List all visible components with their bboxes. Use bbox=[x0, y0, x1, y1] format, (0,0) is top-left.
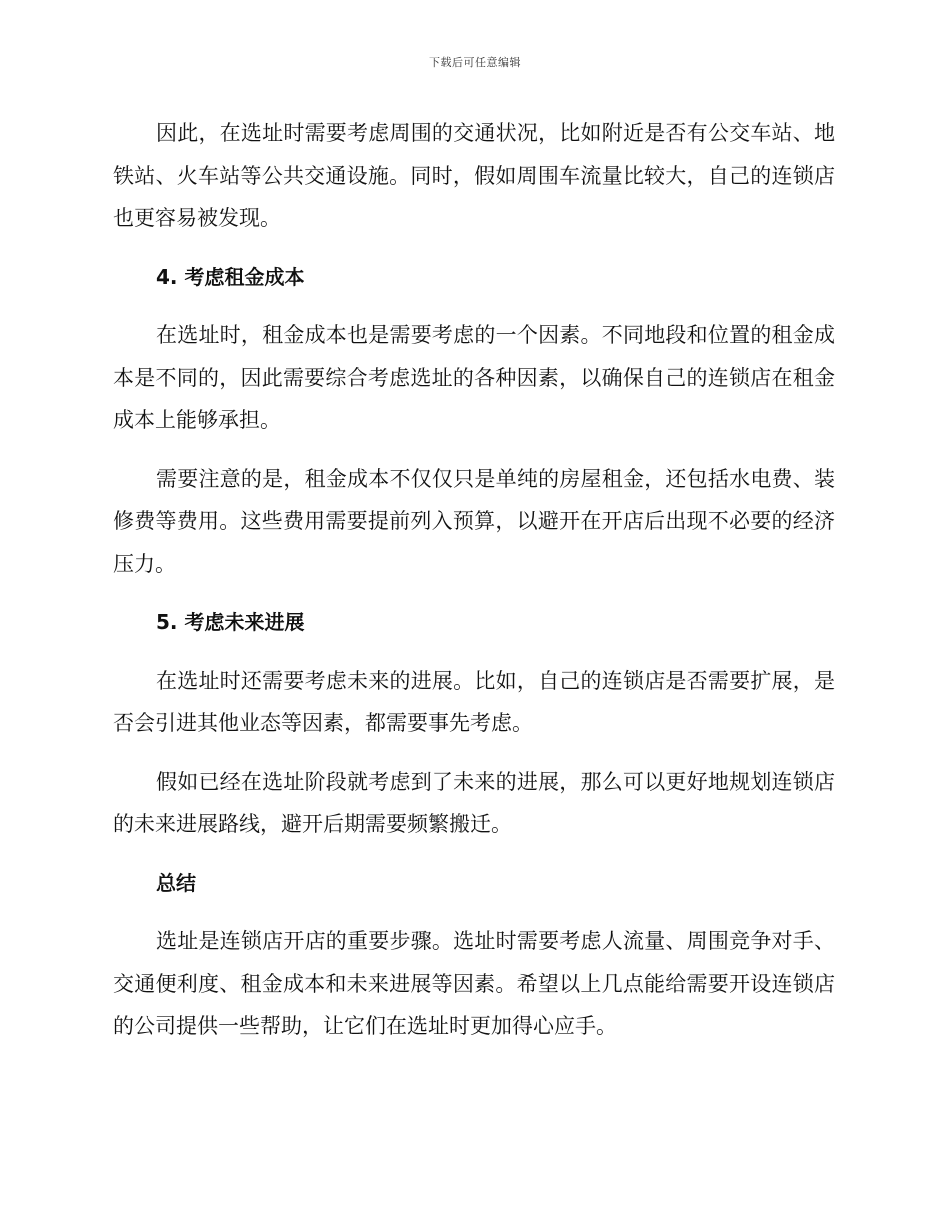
document-body bbox=[113, 112, 835, 1064]
paragraph-rent-note: 需要注意的是，租金成本不仅仅只是单纯的房屋租金，还包括水电费、装修费等费用。这些费用需要提前列入预算，以避开在开店后出现不必要的经济压力。 bbox=[113, 466, 835, 576]
paragraph-summary: 选址是连锁店开店的重要步骤。选址时需要考虑人流量、周围竞争对手、交通便利度、租金成本和未来进展等因素。希望以上几点能给需要开设连锁店的公司提供一些帮助，让它们在选址时更加得心应手。 bbox=[113, 929, 835, 1038]
page-header-note: 下载后可任意编辑 bbox=[429, 56, 521, 69]
section-heading-rent-cost: 4. 考虑租金成本 bbox=[156, 264, 305, 289]
section-heading-summary: 总结 bbox=[156, 870, 196, 895]
paragraph-traffic: 因此，在选址时需要考虑周围的交通状况，比如附近是否有公交车站、地铁站、火车站等公共交通设施。同时，假如周围车流量比较大，自己的连锁店也更容易被发现。 bbox=[113, 121, 835, 230]
paragraph-future-plan: 假如已经在选址阶段就考虑到了未来的进展，那么可以更好地规划连锁店的未来进展路线，避开后期需要频繁搬迁。 bbox=[113, 769, 835, 836]
section-heading-future: 5. 考虑未来进展 bbox=[156, 610, 305, 634]
paragraph-future: 在选址时还需要考虑未来的进展。比如，自己的连锁店是否需要扩展，是否会引进其他业态等因素，都需要事先考虑。 bbox=[113, 668, 835, 735]
paragraph-rent-cost: 在选址时，租金成本也是需要考虑的一个因素。不同地段和位置的租金成本是不同的，因此需要综合考虑选址的各种因素，以确保自己的连锁店在租金成本上能够承担。 bbox=[113, 323, 835, 432]
